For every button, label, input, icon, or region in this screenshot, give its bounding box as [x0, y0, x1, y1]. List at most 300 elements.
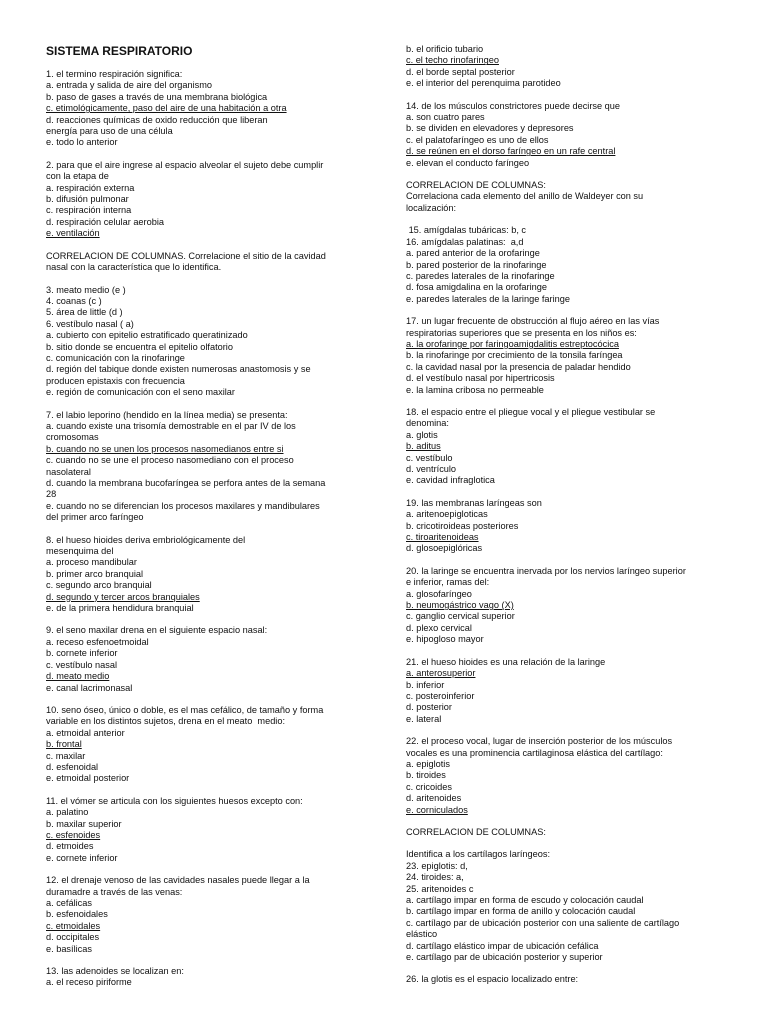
line-text: 26. la glotis es el espacio localizado entre: — [406, 974, 579, 985]
text-line — [46, 92, 364, 103]
left-column — [46, 44, 364, 1000]
line-text: c. el palatofaríngeo es uno de ellos — [406, 134, 549, 145]
text-line — [406, 941, 736, 952]
text-line — [406, 112, 736, 123]
underlined-answer — [406, 146, 736, 157]
line-text: a. pared anterior de la orofaringe — [406, 248, 540, 259]
text-line — [46, 478, 364, 489]
line-text: d. glosoepiglóricas — [406, 543, 483, 554]
line-text: a. cartílago impar en forma de escudo y colocación caudal — [406, 895, 644, 905]
text-line — [46, 887, 364, 898]
line-text: a. cubierto con epitelio estratificado queratinizado — [46, 330, 248, 341]
text-line — [46, 546, 364, 557]
line-text: a. etmoidal anterior — [46, 727, 125, 738]
text-line — [406, 521, 736, 532]
line-text: b. cartílago impar en forma de anillo y colocación caudal — [406, 906, 636, 917]
line-text: e. cartílago par de ubicación posterior y superior — [406, 952, 603, 963]
text-line — [46, 683, 364, 694]
line-text: c. vestíbulo — [406, 452, 453, 463]
line-text: b. maxilar superior — [46, 818, 122, 829]
text-line — [406, 430, 736, 441]
line-text: 22. el proceso vocal, lugar de inserción posterior de los músculos — [406, 736, 673, 747]
line-text: e. elevan el conducto faríngeo — [406, 157, 530, 168]
underlined-answer — [406, 55, 736, 66]
underlined-answer — [46, 921, 364, 932]
question-block — [406, 180, 736, 214]
underlined-answer — [406, 600, 736, 611]
text-line — [46, 705, 364, 716]
text-line — [46, 728, 364, 739]
line-text: Identifica a los cartílagos laríngeos: — [406, 849, 551, 860]
line-text: 19. las membranas laríngeas son — [406, 497, 542, 508]
text-line — [406, 691, 736, 702]
text-line — [46, 342, 364, 353]
text-line — [406, 623, 736, 634]
line-text: a. la orofaringe por faringoamigdalitis estreptocócica — [406, 338, 619, 349]
line-text: 7. el labio leporino (hendido en la línea media) se presenta: — [46, 409, 288, 420]
line-text: a. aritenoepigloticas — [406, 509, 488, 520]
question-block — [406, 101, 736, 169]
text-line — [406, 498, 736, 509]
text-line — [46, 296, 364, 307]
line-text: c. vestíbulo nasal — [46, 659, 117, 670]
text-line — [46, 262, 364, 273]
text-line — [46, 80, 364, 91]
line-text: a. cefálicas — [46, 898, 92, 908]
line-text: b. esfenoidales — [46, 909, 108, 920]
text-line — [46, 410, 364, 421]
line-text: 8. el hueso hioides deriva embriológicamente del — [46, 534, 246, 545]
text-line — [46, 535, 364, 546]
text-line — [46, 977, 364, 988]
underlined-answer — [46, 671, 364, 682]
text-line — [406, 328, 736, 339]
text-line — [406, 566, 736, 577]
text-line — [406, 952, 736, 963]
text-line — [46, 501, 364, 512]
line-text: 23. epiglotis: d, — [406, 860, 468, 871]
text-line — [406, 180, 736, 191]
line-text: CORRELACION DE COLUMNAS. Correlacione el sitio de la cavidad — [46, 250, 326, 261]
line-text: denomina: — [406, 418, 449, 429]
line-text: c. posteroinferior — [406, 690, 475, 701]
line-text: d. fosa amigdalina en la orofaringe — [406, 282, 547, 293]
text-line — [46, 841, 364, 852]
line-text: b. tiroides — [406, 770, 446, 781]
text-line — [46, 137, 364, 148]
line-text: d. etmoides — [46, 841, 94, 852]
line-text: 28 — [46, 489, 57, 500]
text-line — [46, 115, 364, 126]
line-text: 16. amígdalas palatinas: a,d — [406, 236, 524, 247]
line-text: e. el interior del perenquima parotideo — [406, 78, 561, 89]
text-line — [406, 543, 736, 554]
text-line — [406, 78, 736, 89]
line-text: CORRELACION DE COLUMNAS: — [406, 826, 546, 837]
line-text: c. comunicación con la rinofaringe — [46, 352, 185, 363]
text-line — [46, 285, 364, 296]
line-text: e inferior, ramas del: — [406, 577, 490, 588]
text-line — [406, 385, 736, 396]
text-line — [46, 853, 364, 864]
line-text: d. respiración celular aerobia — [46, 216, 164, 227]
line-text: b. inferior — [406, 679, 445, 690]
text-line — [406, 67, 736, 78]
text-line — [406, 736, 736, 747]
line-text: d. el vestíbulo nasal por hipertricosis — [406, 373, 555, 384]
text-line — [406, 294, 736, 305]
line-text: 12. el drenaje venoso de las cavidades nasales puede llegar a la — [46, 875, 310, 886]
text-line — [406, 895, 736, 906]
text-line — [46, 205, 364, 216]
question-block — [46, 285, 364, 399]
question-block — [46, 966, 364, 989]
text-line — [46, 898, 364, 909]
line-text: 6. vestíbulo nasal ( a) — [46, 318, 134, 329]
text-line — [46, 966, 364, 977]
question-block — [406, 44, 736, 90]
line-text: 9. el seno maxilar drena en el siguiente espacio nasal: — [46, 625, 268, 636]
line-text: d. reacciones químicas de oxido reducción que liberan — [46, 114, 268, 125]
question-block — [46, 410, 364, 524]
underlined-answer — [46, 592, 364, 603]
text-line — [406, 464, 736, 475]
line-text: b. paso de gases a través de una membrana biológica — [46, 91, 268, 102]
text-line — [406, 373, 736, 384]
line-text: b. cornete inferior — [46, 648, 118, 659]
text-line — [406, 974, 736, 985]
text-line — [406, 407, 736, 418]
text-line — [46, 773, 364, 784]
text-line — [406, 453, 736, 464]
text-line — [46, 69, 364, 80]
line-text: 2. para que el aire ingrese al espacio alveolar el sujeto debe cumplir — [46, 159, 324, 170]
text-line — [46, 194, 364, 205]
right-question-list — [406, 44, 736, 986]
question-block — [46, 160, 364, 240]
line-text: e. la lamina cribosa no permeable — [406, 384, 544, 395]
text-line — [406, 793, 736, 804]
line-text: 4. coanas (c ) — [46, 295, 102, 306]
line-text: a. epiglotis — [406, 758, 450, 769]
line-text: b. sitio donde se encuentra el epitelio olfatorio — [46, 341, 233, 352]
text-line — [46, 353, 364, 364]
text-line — [406, 577, 736, 588]
text-line — [406, 316, 736, 327]
line-text: c. paredes laterales de la rinofaringe — [406, 270, 555, 281]
line-text: a. cuando existe una trisomía demostrable en el par IV de los — [46, 420, 296, 431]
line-text: c. ganglio cervical superior — [406, 611, 515, 622]
line-text: a. entrada y salida de aire del organismo — [46, 80, 212, 91]
text-line — [46, 126, 364, 137]
line-text: b. el orificio tubario — [406, 44, 484, 54]
line-text: e. canal lacrimonasal — [46, 682, 133, 693]
text-line — [46, 648, 364, 659]
line-text: cromosomas — [46, 432, 99, 443]
line-text: b. pared posterior de la rinofaringe — [406, 259, 547, 270]
question-block — [406, 849, 736, 963]
text-line — [46, 762, 364, 773]
line-text: 17. un lugar frecuente de obstrucción al flujo aéreo en las vías — [406, 316, 660, 327]
line-text: c. cartílago par de ubicación posterior con una saliente de cartílago — [406, 917, 680, 928]
question-block — [46, 796, 364, 864]
text-line — [406, 929, 736, 940]
line-text: 5. área de little (d ) — [46, 307, 123, 318]
line-text: c. esfenoides — [46, 829, 101, 840]
text-line — [406, 191, 736, 202]
text-line — [46, 455, 364, 466]
question-block — [46, 625, 364, 693]
question-block — [46, 705, 364, 785]
line-text: c. cuando no se une el proceso nasomediano con el proceso — [46, 455, 294, 466]
line-text: b. cricotiroideas posteriores — [406, 520, 519, 531]
text-line — [406, 759, 736, 770]
line-text: d. meato medio — [46, 671, 110, 682]
text-line — [46, 944, 364, 955]
line-text: e. región de comunicación con el seno maxilar — [46, 387, 235, 398]
text-line — [46, 557, 364, 568]
underlined-answer — [406, 805, 736, 816]
line-text: d. aritenoides — [406, 793, 462, 804]
question-block — [46, 69, 364, 149]
line-text: producen epistaxis con frecuencia — [46, 375, 185, 386]
line-text: a. glosofaríngeo — [406, 588, 472, 599]
text-line — [46, 807, 364, 818]
line-text: b. difusión pulmonar — [46, 194, 129, 205]
text-line — [406, 123, 736, 134]
text-line — [406, 260, 736, 271]
line-text: duramadre a través de las venas: — [46, 886, 183, 897]
text-line — [46, 637, 364, 648]
line-text: b. se dividen en elevadores y depresores — [406, 123, 574, 134]
line-text: variable en los distintos sujetos, drena en el meato medio: — [46, 716, 286, 727]
line-text: a. anterosuperior — [406, 668, 476, 679]
text-line — [46, 603, 364, 614]
text-line — [406, 657, 736, 668]
underlined-answer — [46, 739, 364, 750]
text-line — [406, 918, 736, 929]
text-line — [46, 751, 364, 762]
text-line — [46, 376, 364, 387]
line-text: mesenquima del — [46, 546, 114, 557]
line-text: b. aditus — [406, 441, 441, 452]
text-line — [46, 512, 364, 523]
text-line — [406, 872, 736, 883]
line-text: d. se reúnen en el dorso faríngeo en un rafe central — [406, 146, 616, 157]
text-line — [46, 625, 364, 636]
line-text: e. basílicas — [46, 943, 92, 954]
line-text: nasal con la característica que lo identifica. — [46, 262, 222, 273]
line-text: 13. las adenoides se localizan en: — [46, 966, 184, 977]
line-text: e. etmoidal posterior — [46, 773, 130, 784]
text-line — [46, 796, 364, 807]
question-block — [406, 657, 736, 725]
question-block — [406, 736, 736, 816]
line-text: con la etapa de — [46, 171, 109, 182]
text-line — [46, 171, 364, 182]
line-text: c. maxilar — [46, 750, 86, 761]
text-line — [46, 183, 364, 194]
right-column — [406, 44, 736, 997]
line-text: a. glotis — [406, 429, 438, 440]
line-text: e. hipogloso mayor — [406, 634, 484, 645]
line-text: c. etmoidales — [46, 920, 101, 931]
line-text: e. de la primera hendidura branquial — [46, 603, 194, 614]
line-text: e. cornete inferior — [46, 852, 118, 863]
line-text: nasolateral — [46, 466, 91, 477]
line-text: b. primer arco branquial — [46, 568, 144, 579]
question-block — [406, 974, 736, 985]
text-line — [406, 634, 736, 645]
line-text: b. la rinofaringe por crecimiento de la tonsila faríngea — [406, 350, 623, 361]
line-text: d. posterior — [406, 702, 452, 713]
text-line — [406, 906, 736, 917]
question-block — [406, 316, 736, 396]
line-text: 25. aritenoides c — [406, 883, 474, 894]
text-line — [46, 569, 364, 580]
text-line — [46, 160, 364, 171]
text-line — [406, 44, 736, 55]
line-text: 24. tiroides: a, — [406, 872, 464, 883]
underlined-answer — [46, 830, 364, 841]
line-text: Correlaciona cada elemento del anillo de Waldeyer con su — [406, 191, 644, 202]
text-line — [406, 101, 736, 112]
line-text: c. cricoides — [406, 781, 452, 792]
text-line — [406, 861, 736, 872]
line-text: c. la cavidad nasal por la presencia de paladar hendido — [406, 361, 631, 372]
line-text: e. cavidad infraglotica — [406, 475, 495, 486]
line-text: d. cartílago elástico impar de ubicación cefálica — [406, 940, 599, 951]
line-text: respiratorias superiores que se presenta en los niños es: — [406, 327, 637, 338]
text-line — [406, 248, 736, 259]
text-line — [406, 714, 736, 725]
line-text: c. segundo arco branquial — [46, 580, 152, 591]
text-line — [46, 319, 364, 330]
text-line — [406, 748, 736, 759]
text-line — [406, 770, 736, 781]
line-text: c. el techo rinofaringeo — [406, 55, 499, 66]
line-text: a. respiración externa — [46, 182, 135, 193]
line-text: a. el receso piriforme — [46, 977, 132, 988]
text-line — [406, 611, 736, 622]
underlined-answer — [46, 103, 364, 114]
text-line — [406, 362, 736, 373]
text-line — [406, 849, 736, 860]
line-text: d. cuando la membrana bucofaríngea se perfora antes de la semana — [46, 478, 326, 488]
underlined-answer — [46, 228, 364, 239]
text-line — [406, 509, 736, 520]
text-line — [406, 680, 736, 691]
line-text: e. paredes laterales de la laringe faringe — [406, 293, 570, 304]
text-line — [46, 489, 364, 500]
underlined-answer — [406, 339, 736, 350]
text-line — [46, 716, 364, 727]
text-line — [406, 237, 736, 248]
text-line — [406, 782, 736, 793]
underlined-answer — [406, 441, 736, 452]
line-text: d. el borde septal posterior — [406, 66, 515, 77]
line-text: a. palatino — [46, 807, 89, 818]
text-line — [46, 875, 364, 886]
line-text: 11. el vómer se articula con los siguientes huesos excepto con: — [46, 795, 303, 806]
text-line — [406, 158, 736, 169]
text-line — [46, 307, 364, 318]
line-text: d. esfenoidal — [46, 761, 99, 772]
question-block — [406, 225, 736, 305]
text-line — [46, 432, 364, 443]
question-block — [406, 407, 736, 487]
question-block — [406, 827, 736, 838]
line-text: 20. la laringe se encuentra inervada por los nervios laríngeo superior — [406, 565, 686, 576]
line-text: b. neumogástrico vago (X) — [406, 600, 514, 611]
line-text: a. receso esfenoetmoidal — [46, 636, 149, 647]
line-text: 1. el termino respiración significa: — [46, 69, 183, 79]
line-text: d. ventrículo — [406, 464, 457, 474]
question-block — [46, 251, 364, 274]
text-line — [46, 932, 364, 943]
question-block — [406, 498, 736, 555]
underlined-answer — [46, 444, 364, 455]
line-text: b. frontal — [46, 739, 82, 750]
line-text: d. occipitales — [46, 932, 100, 943]
line-text: e. lateral — [406, 713, 442, 724]
text-line — [46, 580, 364, 591]
text-line — [406, 271, 736, 282]
text-line — [406, 135, 736, 146]
text-line — [406, 225, 736, 236]
text-line — [46, 819, 364, 830]
text-line — [406, 282, 736, 293]
underlined-answer — [406, 668, 736, 679]
text-line — [46, 660, 364, 671]
text-line — [406, 884, 736, 895]
line-text: energía para uso de una célula — [46, 126, 173, 137]
line-text: a. son cuatro pares — [406, 112, 485, 123]
line-text: b. cuando no se unen los procesos nasomedianos entre si — [46, 443, 284, 454]
line-text: e. cuando no se diferencian los procesos maxilares y mandibulares — [46, 500, 320, 511]
question-block — [46, 875, 364, 955]
line-text: c. etimológicamente, paso del aire de una habitación a otra — [46, 103, 287, 114]
line-text: e. ventilación — [46, 228, 100, 239]
line-text: c. tiroaritenoideas — [406, 532, 479, 543]
line-text: del primer arco faríngeo — [46, 512, 144, 523]
line-text: 10. seno óseo, único o doble, es el mas cefálico, de tamaño y forma — [46, 704, 324, 715]
question-block — [406, 566, 736, 646]
line-text: 3. meato medio (e ) — [46, 284, 126, 295]
line-text: a. proceso mandibular — [46, 557, 137, 568]
line-text: 14. de los músculos constrictores puede decirse que — [406, 100, 620, 111]
text-line — [46, 387, 364, 398]
text-line — [46, 251, 364, 262]
text-line — [406, 589, 736, 600]
text-line — [406, 418, 736, 429]
text-line — [406, 827, 736, 838]
text-line — [46, 364, 364, 375]
text-line — [406, 203, 736, 214]
line-text: d. región del tabique donde existen numerosas anastomosis y se — [46, 364, 311, 375]
text-line — [46, 909, 364, 920]
text-line — [46, 467, 364, 478]
left-question-list — [46, 69, 364, 989]
line-text: CORRELACION DE COLUMNAS: — [406, 180, 546, 191]
text-line — [46, 421, 364, 432]
line-text: e. corniculados — [406, 804, 468, 815]
line-text: elástico — [406, 929, 438, 940]
line-text: d. segundo y tercer arcos branquiales — [46, 591, 200, 602]
text-line — [406, 350, 736, 361]
line-text: localización: — [406, 202, 457, 213]
line-text: 15. amígdalas tubáricas: b, c — [406, 225, 527, 236]
